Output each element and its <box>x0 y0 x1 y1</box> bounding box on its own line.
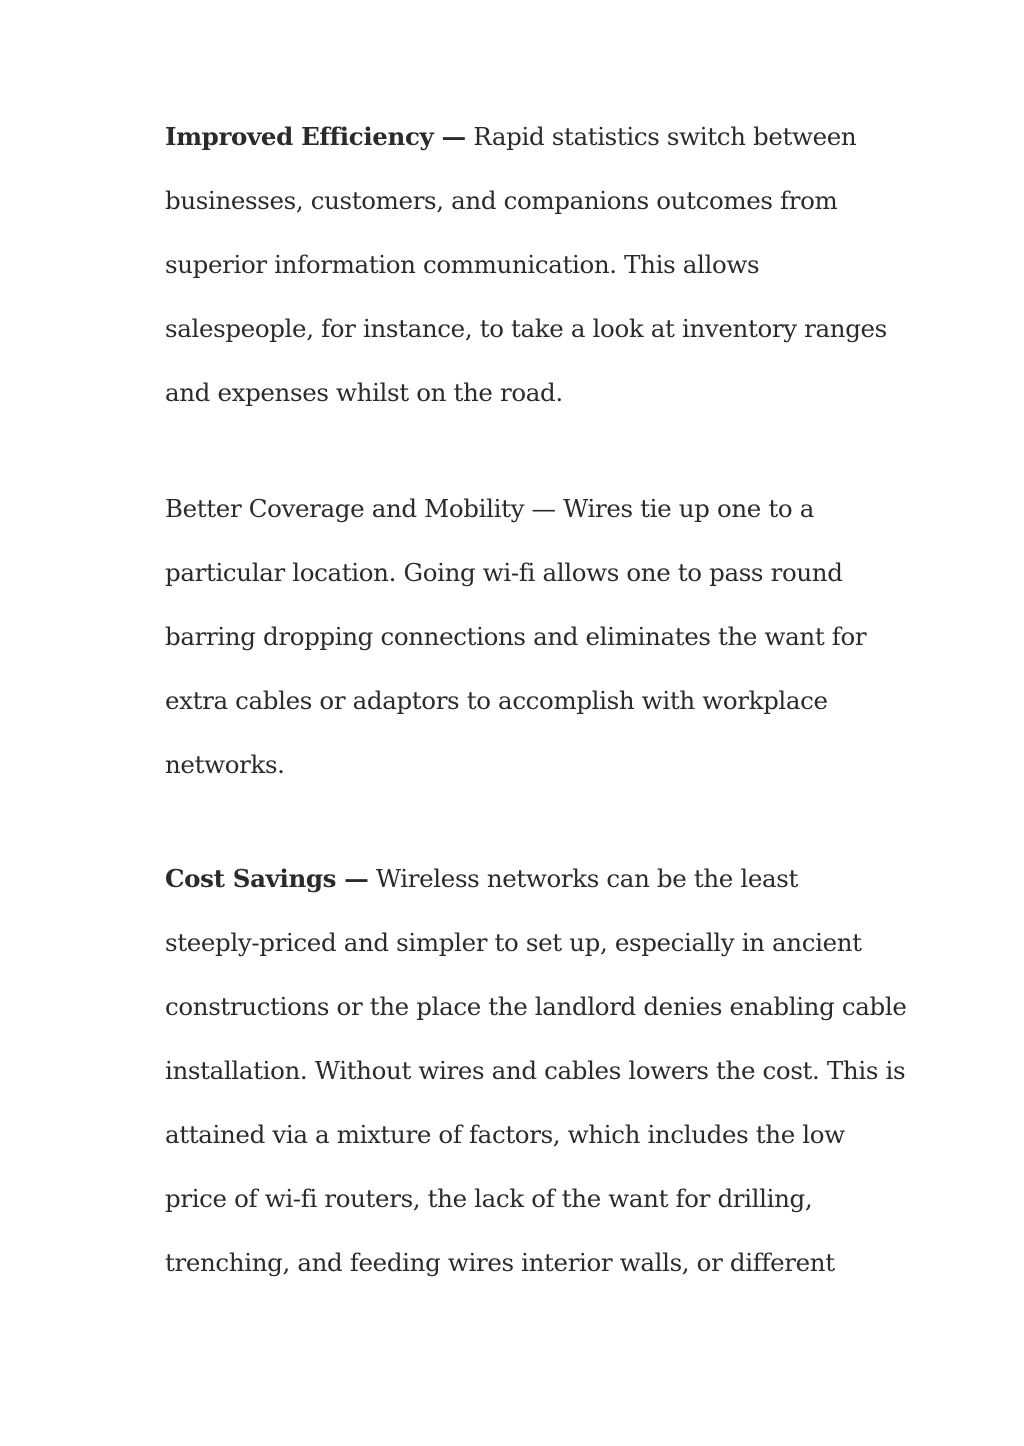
paragraph-heading-improved-efficiency: Improved Efficiency — <box>165 122 466 151</box>
paragraph-line: installation. Without wires and cables lowers the cost. This is <box>165 1056 906 1085</box>
paragraph-line: salespeople, for instance, to take a look at inventory ranges <box>165 314 887 343</box>
paragraph-line: steeply-priced and simpler to set up, especially in ancient <box>165 928 862 957</box>
paragraph-line <box>165 864 798 894</box>
paragraph-line <box>165 122 856 152</box>
paragraph-line: attained via a mixture of factors, which includes the low <box>165 1120 845 1149</box>
paragraph-line: and expenses whilst on the road. <box>165 378 563 407</box>
paragraph-line: price of wi-fi routers, the lack of the want for drilling, <box>165 1184 813 1213</box>
paragraph-line: particular location. Going wi-fi allows one to pass round <box>165 558 843 587</box>
paragraph-line: businesses, customers, and companions outcomes from <box>165 186 838 215</box>
paragraph-line: extra cables or adaptors to accomplish with workplace <box>165 686 828 715</box>
paragraph-line: networks. <box>165 750 285 779</box>
paragraph-line: trenching, and feeding wires interior walls, or different <box>165 1248 835 1277</box>
paragraph-line: barring dropping connections and eliminates the want for <box>165 622 867 651</box>
paragraph-text: Rapid statistics switch between <box>465 122 857 151</box>
paragraph-line: constructions or the place the landlord denies enabling cable <box>165 992 907 1021</box>
paragraph-text: Wireless networks can be the least <box>368 864 798 893</box>
paragraph-line: Better Coverage and Mobility — Wires tie up one to a <box>165 494 814 523</box>
paragraph-heading-cost-savings: Cost Savings — <box>165 864 369 893</box>
paragraph-line: superior information communication. This allows <box>165 250 760 279</box>
